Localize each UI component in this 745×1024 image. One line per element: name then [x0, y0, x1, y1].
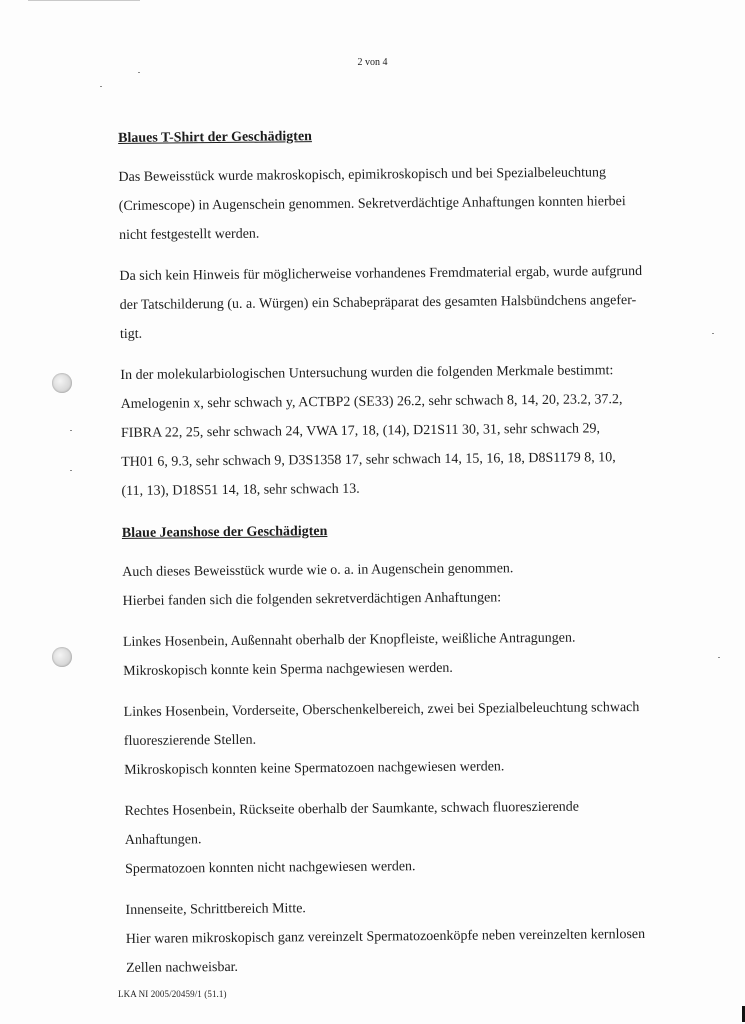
text-line: Hier waren mikroskopisch ganz vereinzelt Spermatozoenköpfe neben vereinzelten kernlosen [125, 926, 646, 947]
text-line: Linkes Hosenbein, Außennaht oberhalb der Knopfleiste, weißliche Antragungen. [122, 630, 576, 650]
text-line: Auch dieses Beweisstück wurde wie o. a. in Augenschein genommen. [122, 561, 514, 580]
text-line: Hierbei fanden sich die folgenden sekretverdächtigen Anhaftungen: [122, 590, 502, 609]
text-line: TH01 6, 9.3, sehr schwach 9, D3S1358 17, sehr schwach 14, 15, 16, 18, D8S1179 8, 10, [121, 450, 616, 470]
text-line: Da sich kein Hinweis für möglicherweise vorhandenes Fremdmaterial ergab, wurde aufgrund [119, 263, 643, 284]
text-line: Das Beweisstück wurde makroskopisch, epimikroskopisch und bei Spezialbeleuchtung [118, 165, 607, 185]
scan-speck [712, 333, 714, 334]
paragraph [123, 693, 684, 785]
scan-speck [718, 657, 720, 658]
text-line: Mikroskopisch konnte kein Sperma nachgewiesen werden. [123, 660, 453, 679]
scan-speck [70, 470, 72, 471]
text-line: der Tatschilderung (u. a. Würgen) ein Schabepräparat des gesamten Halsbündchens angefer- [119, 293, 637, 313]
paragraph [124, 792, 685, 884]
text-line: Spermatozoen konnten nicht nachgewiesen werden. [125, 859, 416, 877]
text-line: (11, 13), D18S51 14, 18, sehr schwach 13. [121, 481, 360, 499]
paragraph [119, 257, 680, 349]
top-rule [28, 0, 140, 1]
text-line: Zellen nachweisbar. [125, 959, 239, 976]
text-line: nicht festgestellt werden. [118, 226, 260, 243]
paragraph [125, 891, 686, 983]
section-heading: Blaues T-Shirt der Geschädigten [118, 129, 312, 146]
text-line: Amelogenin x, sehr schwach y, ACTBP2 (SE33) 26.2, sehr schwach 8, 14, 20, 23.2, 37.2, [120, 392, 623, 412]
text-line: tigt. [119, 326, 143, 342]
paragraph [123, 623, 684, 686]
text-line: Linkes Hosenbein, Vorderseite, Oberschenkelbereich, zwei bei Spezialbeleuchtung schwach [123, 700, 640, 720]
section-blue-tshirt [118, 123, 682, 506]
punch-hole [52, 647, 72, 667]
paragraph [118, 158, 679, 250]
scan-speck [100, 86, 102, 87]
document-reference-footer: LKA NI 2005/20459/1 (51.1) [118, 989, 227, 999]
text-line: In der molekularbiologischen Untersuchung wurden die folgenden Merkmale bestimmt: [120, 363, 614, 383]
text-line: Anhaftungen. [124, 832, 202, 848]
page-number: 2 von 4 [357, 57, 388, 68]
text-line: Rechtes Hosenbein, Rückseite oberhalb der Saumkante, schwach fluoreszierende [124, 799, 580, 819]
scan-speck [138, 72, 140, 73]
text-line: Innenseite, Schrittbereich Mitte. [125, 901, 306, 918]
text-line: (Crimescope) in Augenschein genommen. Sekretverdächtige Anhaftungen konnten hierbei [118, 194, 626, 214]
scan-speck [70, 430, 72, 431]
text-line: Mikroskopisch konnten keine Spermatozoen nachgewiesen werden. [124, 759, 505, 778]
paragraph [120, 356, 681, 506]
punch-hole [52, 373, 72, 393]
text-line: FIBRA 22, 25, sehr schwach 24, VWA 17, 18, (14), D21S11 30, 31, sehr schwach 29, [120, 421, 601, 441]
section-heading: Blaue Jeanshose der Geschädigten [121, 524, 328, 541]
text-line: fluoreszierende Stellen. [123, 732, 257, 749]
section-blue-jeans [122, 518, 686, 983]
document-body [118, 123, 686, 995]
paragraph [122, 553, 683, 616]
